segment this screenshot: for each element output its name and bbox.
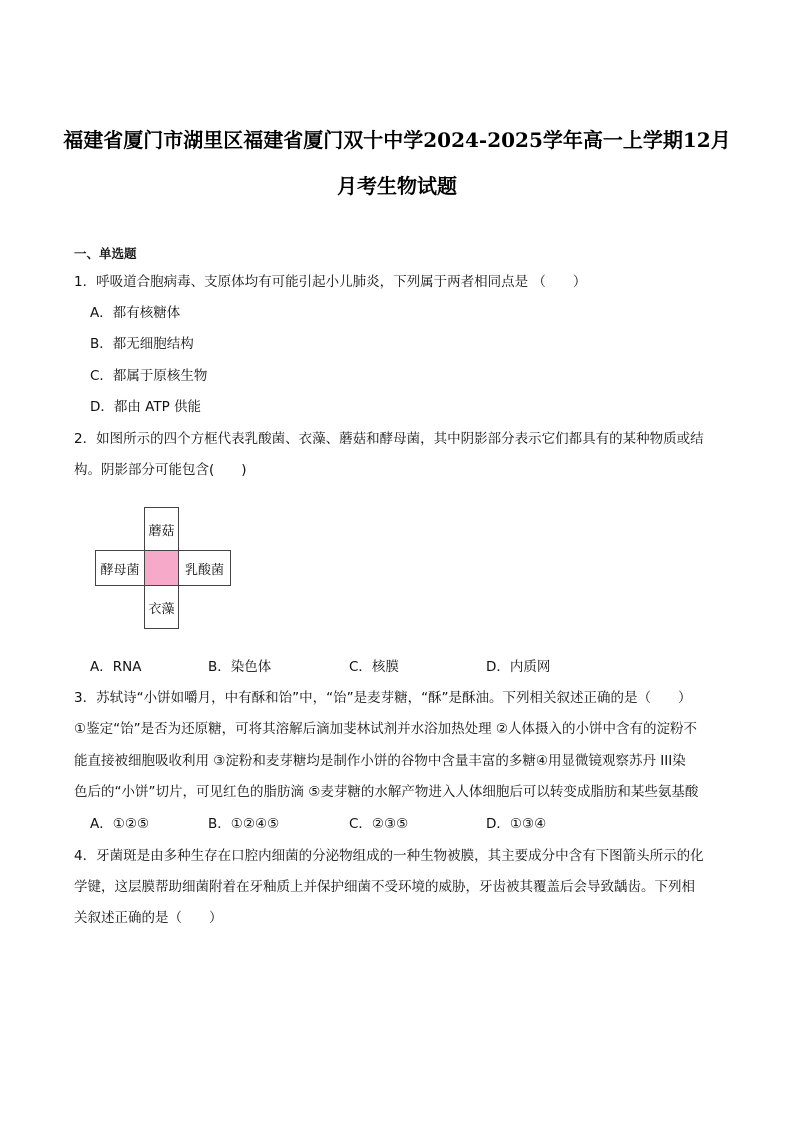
q3-option-d: D．①③④ [486, 816, 547, 832]
q1-stem: 1．呼吸道合胞病毒、支原体均有可能引起小儿肺炎，下列属于两者相同点是 （ ） [74, 274, 587, 290]
q4-stem: 4．牙菌斑是由多种生存在口腔内细菌的分泌物组成的一种生物被膜，其主要成分中含有下图箭头所示的化 [74, 848, 704, 864]
diagram-box-left: 酵母菌 [95, 550, 145, 586]
q3-line4: 色后的“小饼”切片，可见红色的脂肪滴 ⑤麦芽糖的水解产物进入人体细胞后可以转变成脂肪和某些氨基酸 [74, 784, 699, 800]
q3-line3: 能直接被细胞吸收利用 ③淀粉和麦芽糖均是制作小饼的谷物中含量丰富的多糖④用显微镜观察苏丹 III染 [74, 753, 686, 769]
q3-stem: 3．苏轼诗“小饼如嚼月，中有酥和饴”中，“饴”是麦芽糖，“酥”是酥油。下列相关叙述正确的是（ ） [74, 690, 692, 706]
q2-option-d: D．内质网 [486, 659, 551, 675]
exam-title-line1: 福建省厦门市湖里区福建省厦门双十中学2024-2025学年高一上学期12月 [63, 128, 731, 152]
q1-option-b: B．都无细胞结构 [90, 336, 194, 352]
exam-title-line2: 月考生物试题 [337, 174, 457, 198]
q3-option-a: A．①②⑤ [90, 816, 150, 832]
q1-option-c: C．都属于原核生物 [90, 368, 208, 384]
q1-option-d: D．都由 ATP 供能 [90, 399, 202, 415]
section-heading: 一、单选题 [74, 246, 137, 261]
q4-line3: 关叙述正确的是（ ） [74, 910, 223, 926]
q2-stem-line2: 构。阴影部分可能包含( ) [74, 462, 247, 478]
diagram-shaded-intersection [144, 550, 179, 586]
q2-option-a: A．RNA [90, 659, 142, 675]
q2-stem-line1: 2．如图所示的四个方框代表乳酸菌、衣藻、蘑菇和酵母菌，其中阴影部分表示它们都具有的某种物质或结 [74, 431, 704, 447]
q4-line2: 学键，这层膜帮助细菌附着在牙釉质上并保护细菌不受环境的威胁，牙齿被其覆盖后会导致龋齿。下列相 [74, 879, 695, 895]
diagram-box-top: 蘑菇 [144, 507, 179, 551]
q3-line2: ①鉴定“饴”是否为还原糖，可将其溶解后滴加斐林试剂并水浴加热处理 ②人体摄入的小饼中含有的淀粉不 [74, 721, 697, 737]
q3-option-b: B．①②④⑤ [208, 816, 280, 832]
organism-cross-diagram [95, 507, 231, 629]
q2-option-c: C．核膜 [349, 659, 399, 675]
q2-option-b: B．染色体 [208, 659, 272, 675]
diagram-box-bottom: 衣藻 [144, 585, 179, 629]
diagram-box-right: 乳酸菌 [178, 550, 231, 586]
q1-option-a: A．都有核糖体 [90, 305, 181, 321]
q3-option-c: C．②③⑤ [349, 816, 409, 832]
